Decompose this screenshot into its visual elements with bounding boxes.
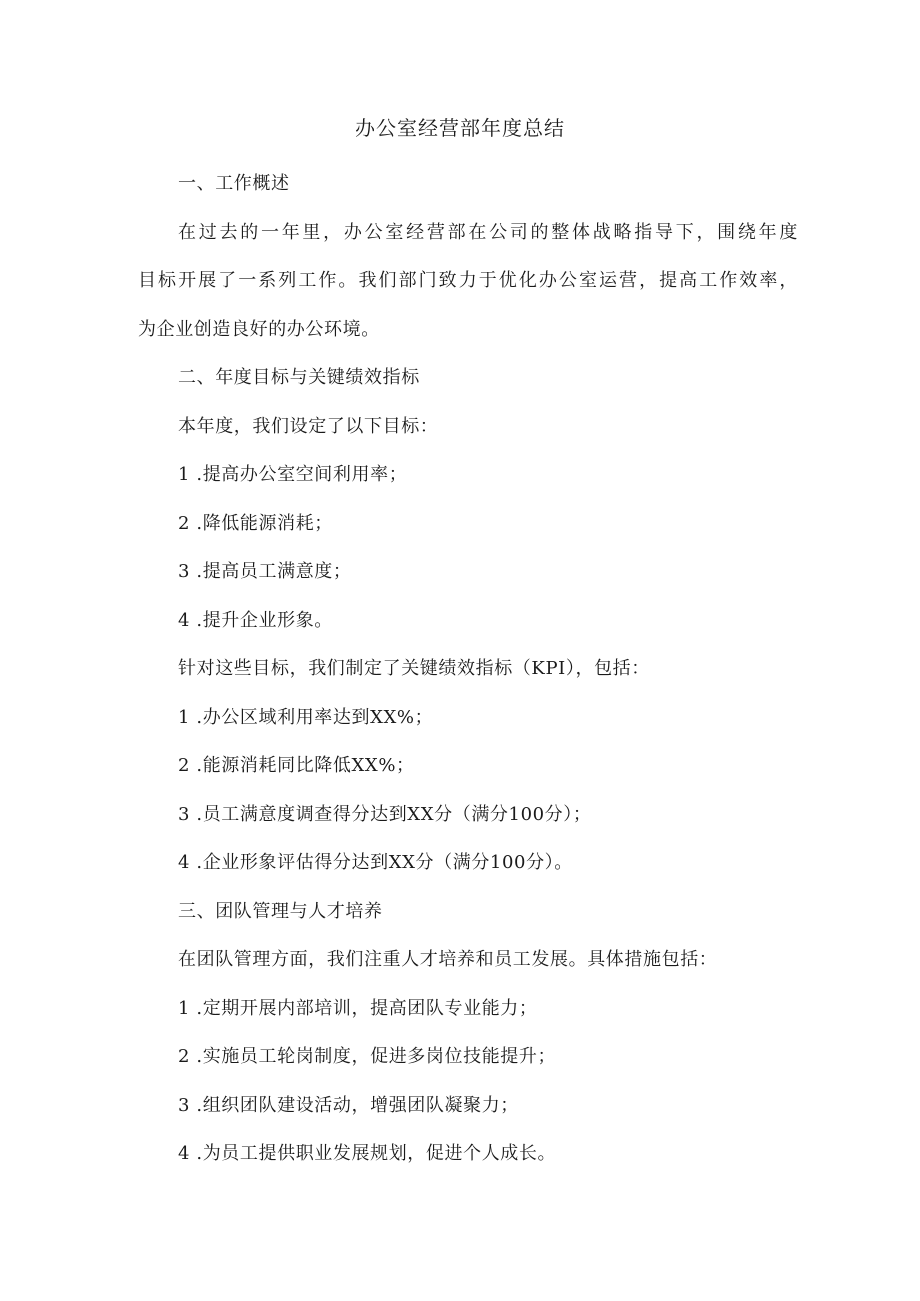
measure-item: 4 .为员工提供职业发展规划，促进个人成长。 (178, 1143, 557, 1164)
kpi-item: 1 .办公区域利用率达到XX%； (178, 706, 434, 728)
overview-paragraph-line-1: 在过去的一年里，办公室经营部在公司的整体战略指导下，围绕年度 (178, 221, 798, 243)
section-heading-team: 三、团队管理与人才培养 (178, 900, 383, 922)
measure-item: 1 .定期开展内部培训，提高团队专业能力； (178, 997, 538, 1019)
measure-item: 3 .组织团队建设活动，增强团队凝聚力； (178, 1094, 519, 1116)
document-title: 办公室经营部年度总结 (355, 116, 565, 140)
team-intro: 在团队管理方面，我们注重人才培养和员工发展。具体措施包括： (178, 949, 718, 970)
kpi-item: 3 .员工满意度调查得分达到XX分（满分100分）； (178, 803, 592, 825)
kpi-intro: 针对这些目标，我们制定了关键绩效指标（KPI），包括： (178, 658, 650, 679)
goal-item: 2 .降低能源消耗； (178, 512, 333, 534)
goal-item: 4 .提升企业形象。 (178, 609, 333, 631)
document-body (138, 160, 798, 1179)
goals-intro: 本年度，我们设定了以下目标： (178, 415, 439, 437)
overview-paragraph-line-2: 目标开展了一系列工作。我们部门致力于优化办公室运营，提高工作效率， (138, 270, 798, 291)
overview-paragraph-line-3: 为企业创造良好的办公环境。 (138, 318, 380, 340)
goal-item: 1 .提高办公室空间利用率； (178, 464, 408, 485)
kpi-item: 2 .能源消耗同比降低XX%； (178, 755, 415, 776)
measure-item: 2 .实施员工轮岗制度，促进多岗位技能提升； (178, 1046, 557, 1067)
goal-item: 3 .提高员工满意度； (178, 561, 352, 582)
section-heading-overview: 一、工作概述 (178, 173, 290, 194)
section-heading-goals-kpi: 二、年度目标与关键绩效指标 (178, 367, 420, 388)
kpi-item: 4 .企业形象评估得分达到XX分（满分100分）。 (178, 852, 573, 873)
